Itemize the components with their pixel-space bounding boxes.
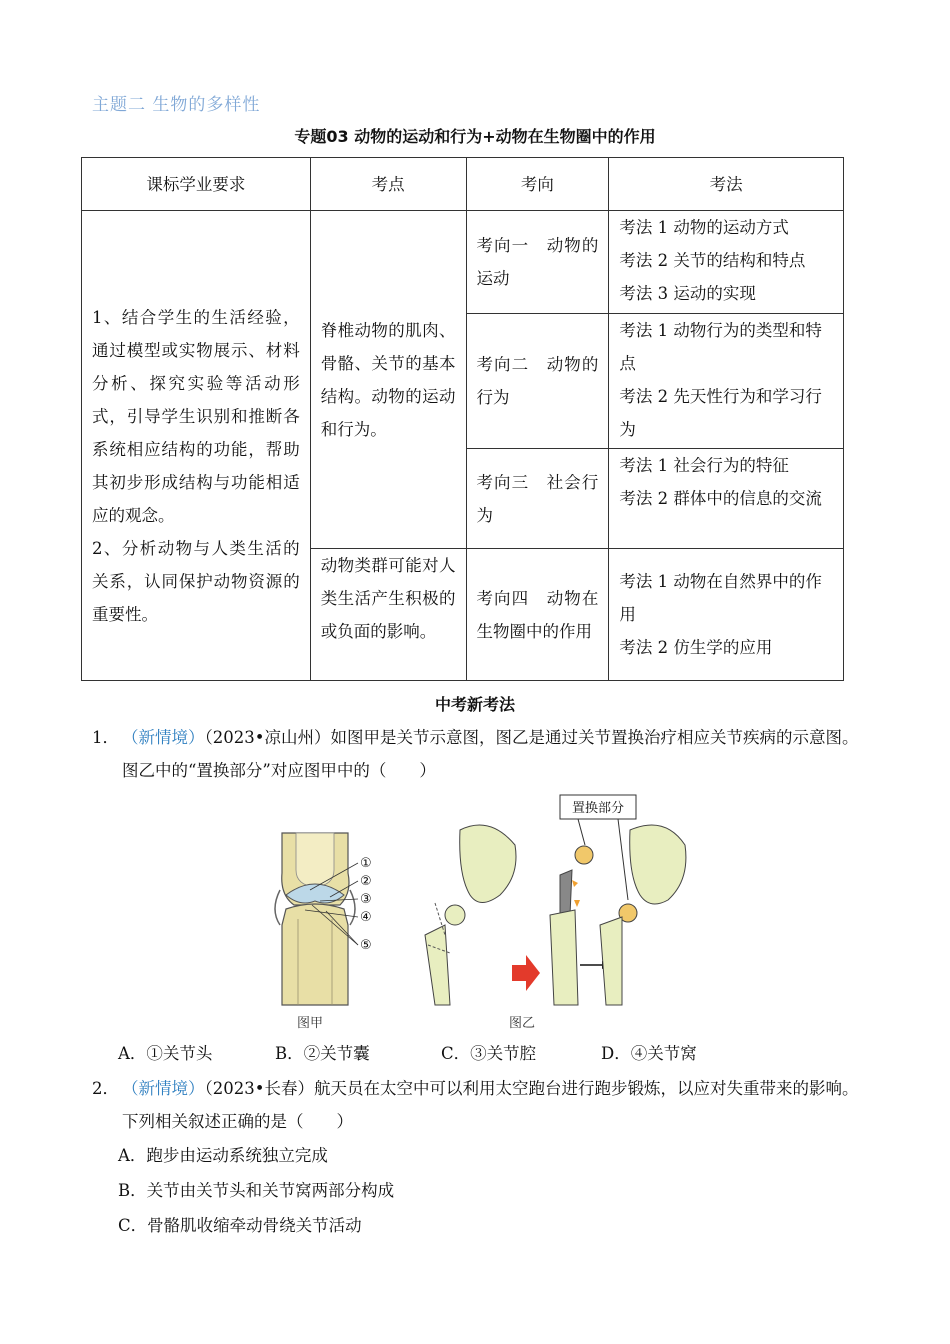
section-title: 中考新考法 [434, 695, 515, 714]
point-cell: 脊椎动物的肌肉、骨骼、关节的基本结构。动物的运动和行为。 [310, 211, 466, 549]
theme-heading: 主题二 生物的多样性 [92, 95, 261, 115]
method-item: 考法 2 仿生学的应用 [619, 638, 773, 657]
direction-cell: 考向一 动物的运动 [466, 211, 609, 314]
joint-diagram-b [425, 795, 686, 1005]
table-row [82, 211, 844, 314]
direction-cell: 考向二 动物的行为 [466, 314, 609, 449]
option-b[interactable]: B．②关节囊 [275, 1044, 370, 1063]
methods-cell [609, 211, 844, 314]
question-tag: （新情境） [122, 1079, 205, 1098]
question-tag: （新情境） [122, 728, 205, 747]
method-item: 考法 1 动物行为的类型和特点 [619, 321, 822, 373]
method-item: 考法 3 运动的实现 [619, 284, 756, 303]
header-cell: 考向 [466, 158, 609, 211]
question-1 [92, 721, 862, 787]
method-item: 考法 1 动物的运动方式 [619, 218, 789, 237]
question-number: 2． [92, 1079, 119, 1098]
header-cell: 考点 [310, 158, 466, 211]
question-2-options [118, 1139, 394, 1242]
header-cell: 课标学业要求 [82, 158, 311, 211]
methods-cell [609, 549, 844, 681]
question-text-block [122, 1072, 862, 1138]
figure-b-caption: 图乙 [508, 1016, 536, 1031]
method-item: 考法 2 先天性行为和学习行为 [619, 387, 822, 439]
option-a[interactable]: A．①关节头 [118, 1044, 213, 1063]
method-item: 考法 2 群体中的信息的交流 [619, 489, 822, 508]
method-item: 考法 1 社会行为的特征 [619, 456, 789, 475]
methods-cell [609, 314, 844, 449]
direction-cell: 考向三 社会行为 [466, 449, 609, 549]
option-c[interactable]: C．③关节腔 [441, 1044, 537, 1063]
syllabus-table [81, 157, 844, 681]
option-b[interactable]: B．关节由关节头和关节窝两部分构成 [118, 1181, 395, 1200]
option-a[interactable]: A．跑步由运动系统独立完成 [118, 1146, 328, 1165]
question-text: （2023•长春）航天员在太空中可以利用太空跑台进行跑步锻炼，以应对失重带来的影响。下列相关叙述正确的是（ ） [122, 1079, 859, 1131]
option-c[interactable]: C．骨骼肌收缩牵动骨绕关节活动 [118, 1216, 362, 1235]
marker-4: ④ [360, 910, 372, 925]
method-item: 考法 2 关节的结构和特点 [619, 251, 806, 270]
option-d[interactable]: D．④关节窝 [601, 1044, 697, 1063]
marker-1: ① [360, 856, 372, 871]
question-text: （2023•凉山州）如图甲是关节示意图，图乙是通过关节置换治疗相应关节疾病的示意图。图乙中的“置换部分”对应图甲中的（ ） [122, 728, 859, 780]
direction-cell: 考向四 动物在生物圈中的作用 [466, 549, 609, 681]
table-header-row [82, 158, 844, 211]
requirements-cell: 1、结合学生的生活经验，通过模型或实物展示、材料分析、探究实验等活动形式，引导学生识别和推断各系统相应结构的功能，帮助其初步形成结构与功能相适应的观念。 2、分析动物与人类生活的关系，认同保护动物资源的重要性。 [82, 211, 311, 681]
figure-a-caption: 图甲 [296, 1016, 324, 1031]
replace-label: 置换部分 [571, 801, 625, 816]
methods-cell [609, 449, 844, 549]
point-cell: 动物类群可能对人类生活产生积极的或负面的影响。 [310, 549, 466, 681]
marker-3: ③ [360, 892, 372, 907]
question-1-options [118, 1037, 878, 1070]
marker-5: ⑤ [360, 938, 372, 953]
page-title: 专题03 动物的运动和行为+动物在生物圈中的作用 [294, 127, 656, 146]
joint-diagram-a [275, 833, 372, 1005]
question-number: 1． [92, 728, 119, 747]
method-item: 考法 1 动物在自然界中的作用 [619, 572, 822, 624]
joint-figure [260, 785, 720, 1035]
question-text-block [122, 721, 862, 787]
header-cell: 考法 [609, 158, 844, 211]
question-2 [92, 1072, 862, 1138]
marker-2: ② [360, 874, 372, 889]
